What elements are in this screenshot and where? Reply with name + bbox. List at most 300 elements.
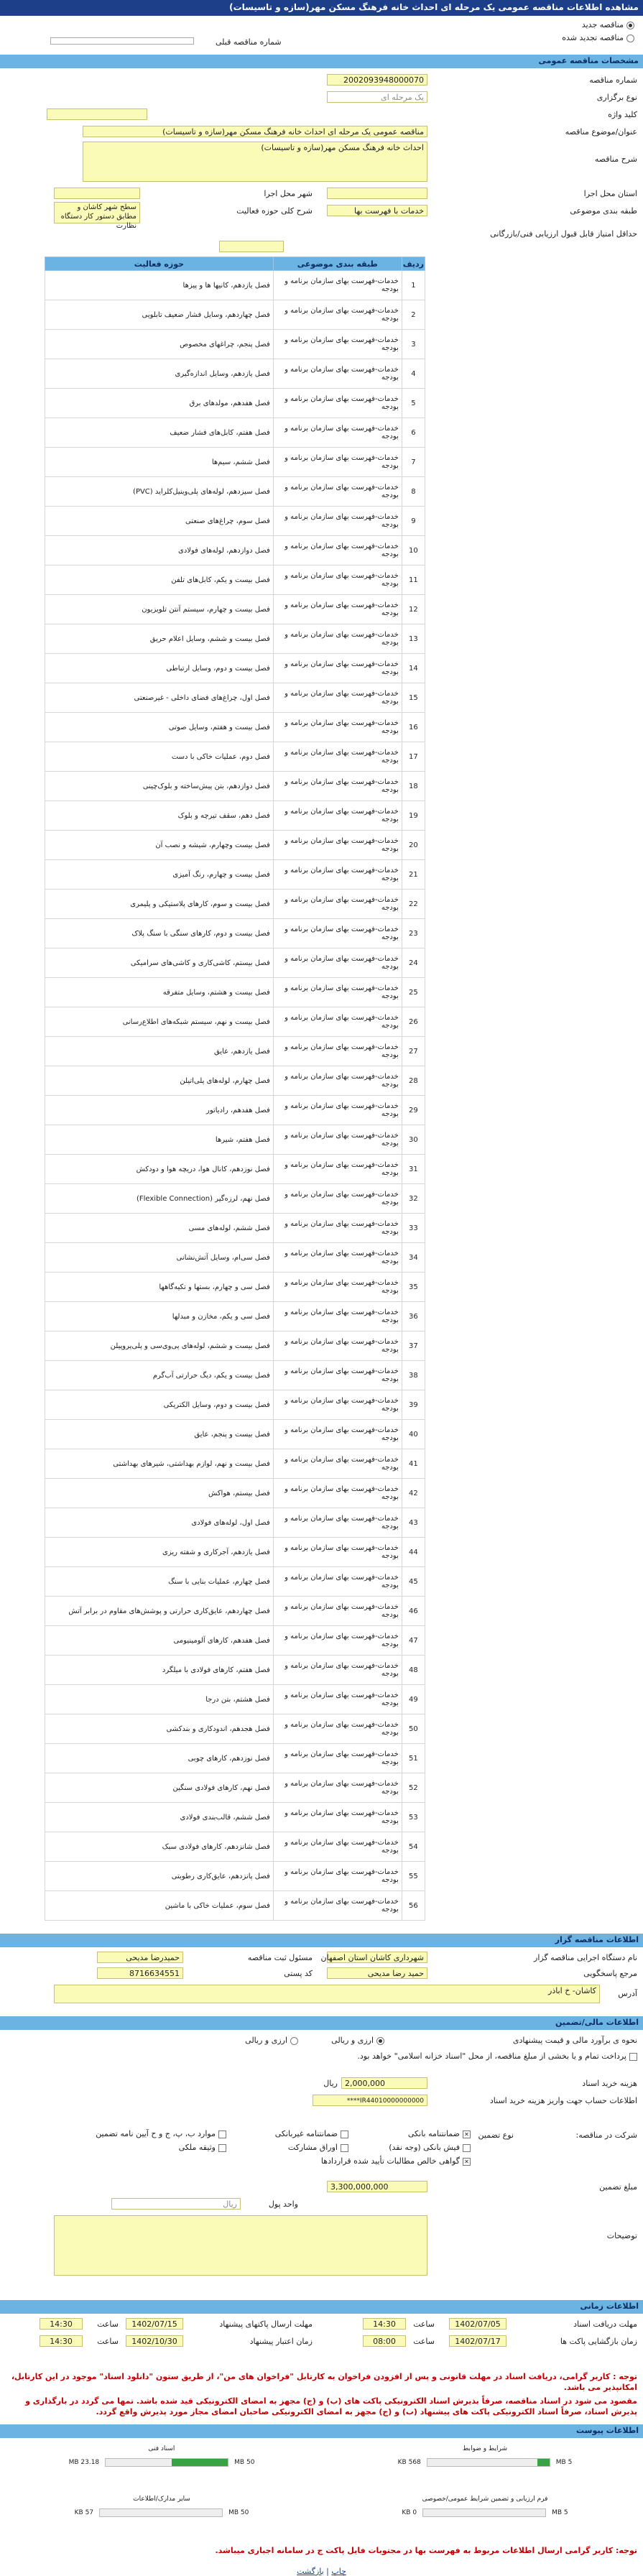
renewed-tender-label: مناقصه تجدید شده xyxy=(562,33,624,42)
row-category: خدمات-فهرست بهای سازمان برنامه و بودجه xyxy=(273,948,402,978)
row-category: خدمات-فهرست بهای سازمان برنامه و بودجه xyxy=(273,1832,402,1862)
attachment-max-size: 50 MB xyxy=(228,2509,249,2516)
attachment-max-size: 50 MB xyxy=(234,2459,255,2466)
activity-row xyxy=(45,536,425,565)
notice-block xyxy=(0,2371,643,2417)
guarantee-checkbox[interactable] xyxy=(218,2130,226,2138)
doc-receive-label: مهلت دریافت اسناد xyxy=(573,2319,637,2329)
pay-opt2-radio[interactable] xyxy=(290,2037,298,2045)
row-number: 47 xyxy=(402,1626,425,1656)
row-category: خدمات-فهرست بهای سازمان برنامه و بودجه xyxy=(273,772,402,801)
activity-row xyxy=(45,1214,425,1243)
row-category: خدمات-فهرست بهای سازمان برنامه و بودجه xyxy=(273,1862,402,1891)
row-number: 26 xyxy=(402,1007,425,1037)
row-activity: فصل یازدهم، وسایل اندازه‌گیری xyxy=(45,359,274,389)
row-number: 49 xyxy=(402,1685,425,1714)
row-activity: فصل بیست و چهارم، سیستم آنتن تلویزیون xyxy=(45,595,274,624)
renewed-tender-radio[interactable] xyxy=(626,34,634,42)
activity-row xyxy=(45,595,425,624)
attachment-title: شرایط و ضوابط xyxy=(463,2445,507,2452)
row-category: خدمات-فهرست بهای سازمان برنامه و بودجه xyxy=(273,1773,402,1803)
row-category: خدمات-فهرست بهای سازمان برنامه و بودجه xyxy=(273,448,402,477)
row-category: خدمات-فهرست بهای سازمان برنامه و بودجه xyxy=(273,1243,402,1273)
guarantee-types-label: نوع تضمین xyxy=(478,2130,514,2140)
row-category: خدمات-فهرست بهای سازمان برنامه و بودجه xyxy=(273,359,402,389)
city-label: شهر محل اجرا xyxy=(264,189,313,198)
row-activity: فصل بیست و چهارم، رنگ آمیزی xyxy=(45,860,274,890)
row-activity: فصل چهاردهم، وسایل فشار ضعیف تابلویی xyxy=(45,300,274,330)
pay-opt1[interactable] xyxy=(331,2036,384,2045)
row-activity: فصل هشتم، بتن درجا xyxy=(45,1685,274,1714)
guarantee-option[interactable] xyxy=(241,2143,348,2152)
row-activity: فصل شانزدهم، کارهای فولادی سبک xyxy=(45,1832,274,1862)
row-number: 28 xyxy=(402,1066,425,1096)
new-tender-label: مناقصه جدید xyxy=(581,20,624,29)
new-tender-radio[interactable] xyxy=(626,22,634,29)
guarantee-checkbox[interactable] xyxy=(341,2144,348,2152)
activity-row xyxy=(45,448,425,477)
attachment-used-size: 57 KB xyxy=(74,2509,94,2516)
activity-row xyxy=(45,624,425,654)
row-activity: فصل بیست و دوم، وسایل ارتباطی xyxy=(45,654,274,683)
activity-row xyxy=(45,1685,425,1714)
meeting-time-label: ساعت xyxy=(97,2337,119,2346)
meeting-time: 14:30 xyxy=(40,2335,83,2347)
activity-row xyxy=(45,1273,425,1302)
row-category: خدمات-فهرست بهای سازمان برنامه و بودجه xyxy=(273,1155,402,1184)
activity-row xyxy=(45,418,425,448)
row-activity: فصل دوم، عملیات خاکی با دست xyxy=(45,742,274,772)
description-field: احداث خانه فرهنگ مسکن مهر(سازه و تاسیسات) xyxy=(83,142,427,182)
category-label: طبقه بندی موضوعی xyxy=(570,206,637,216)
activity-row xyxy=(45,1803,425,1832)
row-number: 42 xyxy=(402,1479,425,1508)
row-activity: فصل هفدهم، کارهای آلومینیومی xyxy=(45,1626,274,1656)
guarantee-label: اوراق مشارکت xyxy=(287,2143,338,2152)
activity-row xyxy=(45,1390,425,1420)
row-category: خدمات-فهرست بهای سازمان برنامه و بودجه xyxy=(273,1037,402,1066)
row-category: خدمات-فهرست بهای سازمان برنامه و بودجه xyxy=(273,389,402,418)
attachment-used-size: 0 KB xyxy=(402,2509,417,2516)
row-number: 22 xyxy=(402,890,425,919)
row-number: 3 xyxy=(402,330,425,359)
page-title: مشاهده اطلاعات مناقصه عمومی یک مرحله ای احداث خانه فرهنگ مسکن مهر(سازه و تاسیسات) xyxy=(0,0,643,16)
row-category: خدمات-فهرست بهای سازمان برنامه و بودجه xyxy=(273,713,402,742)
org-field: شهرداری کاشان استان اصفهان xyxy=(327,1952,427,1963)
activity-row xyxy=(45,1626,425,1656)
row-number: 14 xyxy=(402,654,425,683)
row-activity: فصل سی‌ام، وسایل آتش‌نشانی xyxy=(45,1243,274,1273)
row-activity: فصل بیست و نهم، سیستم شبکه‌های اطلاع‌رسانی xyxy=(45,1007,274,1037)
guarantee-option[interactable] xyxy=(321,2156,471,2166)
row-category: خدمات-فهرست بهای سازمان برنامه و بودجه xyxy=(273,1273,402,1302)
activity-row xyxy=(45,713,425,742)
activity-table-header xyxy=(45,257,425,271)
notice-line1: توجه : کاربر گرامی، دریافت اسناد در مهلت قانونی و پس از افزودن فراخوان به کارتابل "فراخوان های من"، از طریق ستون "دانلود اسناد" موجود در این کارتابل، امکانپذیر می باشد. xyxy=(11,2372,637,2392)
guarantee-option[interactable] xyxy=(363,2143,471,2152)
row-activity: فصل نوزدهم، کارهای چوبی xyxy=(45,1744,274,1773)
row-category: خدمات-فهرست بهای سازمان برنامه و بودجه xyxy=(273,271,402,300)
attachment-box xyxy=(18,2445,305,2467)
province-label: استان محل اجرا xyxy=(583,189,637,198)
row-category: خدمات-فهرست بهای سازمان برنامه و بودجه xyxy=(273,1390,402,1420)
open-time: 08:00 xyxy=(363,2335,406,2347)
row-category: خدمات-فهرست بهای سازمان برنامه و بودجه xyxy=(273,654,402,683)
bid-send-time-label: ساعت xyxy=(97,2319,119,2329)
activity-row xyxy=(45,1862,425,1891)
account-field: IR44010000000000**** xyxy=(313,2095,427,2106)
activity-row xyxy=(45,801,425,831)
row-category: خدمات-فهرست بهای سازمان برنامه و بودجه xyxy=(273,1331,402,1361)
row-category: خدمات-فهرست بهای سازمان برنامه و بودجه xyxy=(273,477,402,507)
activity-row xyxy=(45,1361,425,1390)
row-activity: فصل سوم، چراغ‌های صنعتی xyxy=(45,507,274,536)
print-link[interactable]: چاپ xyxy=(331,2567,346,2576)
row-category: خدمات-فهرست بهای سازمان برنامه و بودجه xyxy=(273,330,402,359)
row-category: خدمات-فهرست بهای سازمان برنامه و بودجه xyxy=(273,1744,402,1773)
activity-row xyxy=(45,1508,425,1538)
activity-row xyxy=(45,300,425,330)
attachment-title: سایر مدارک/اطلاعات xyxy=(133,2496,190,2503)
postal-label: کد پستی xyxy=(284,1969,313,1978)
financial-section-header: اطلاعات مالی/تضمین xyxy=(0,2016,643,2030)
attachment-title: اسناد فنی xyxy=(148,2445,175,2452)
row-activity: فصل هفتم، کابل‌های فشار ضعیف xyxy=(45,418,274,448)
city-field xyxy=(54,188,140,199)
row-number: 39 xyxy=(402,1390,425,1420)
row-category: خدمات-فهرست بهای سازمان برنامه و بودجه xyxy=(273,1096,402,1125)
unit-label: واحد پول xyxy=(268,2199,298,2209)
doc-receive-time: 14:30 xyxy=(363,2318,406,2330)
activity-row xyxy=(45,654,425,683)
attachment-title: فرم ارزیابی و تضمین شرایط عمومی/خصوصی xyxy=(422,2496,548,2503)
row-category: خدمات-فهرست بهای سازمان برنامه و بودجه xyxy=(273,1214,402,1243)
row-activity: فصل دوازدهم، بتن پیش‌ساخته و بلوک‌چینی xyxy=(45,772,274,801)
tender-no-label: شماره مناقصه xyxy=(589,75,637,85)
activity-row xyxy=(45,890,425,919)
row-category: خدمات-فهرست بهای سازمان برنامه و بودجه xyxy=(273,1184,402,1214)
fee-note-text: پرداخت تمام و یا بخشی از مبلغ مناقصه، از محل "اسناد خزانه اسلامی" خواهد بود. xyxy=(357,2051,626,2061)
activity-row xyxy=(45,507,425,536)
open-time-label: ساعت xyxy=(413,2337,435,2346)
activity-row xyxy=(45,1891,425,1921)
guarantee-option[interactable] xyxy=(96,2129,226,2138)
notice-line2: مقصود می شود در اسناد مناقصه، صرفاً بذیرش اسناد الکترونیکی پاکت های (ب) و (ج) مجهز به امضای الکترونیکی قید شده باشد. تمها می گردد در بارگذاری و پذیرش اسناد، صرفاً اسناد الکترونیکی پاکت های پیشنهاد (ب) و (ج) مجهز به امضای الکترونیکی صاحبان امضای مجاز مورد پذیرش واقع گردد. xyxy=(25,2396,637,2416)
meeting-label: زمان اعتبار پیشنهاد xyxy=(249,2337,313,2346)
row-category: خدمات-فهرست بهای سازمان برنامه و بودجه xyxy=(273,919,402,948)
guarantee-option[interactable] xyxy=(363,2129,471,2138)
scope-field: سطح شهر کاشان و مطابق دستور کار دستگاه نظارت xyxy=(54,202,140,223)
bid-send-label: مهلت ارسال پاکتهای پیشنهاد xyxy=(219,2319,313,2329)
row-number: 41 xyxy=(402,1449,425,1479)
activity-row xyxy=(45,1479,425,1508)
amount-label: مبلغ تضمین xyxy=(599,2182,637,2192)
row-category: خدمات-فهرست بهای سازمان برنامه و بودجه xyxy=(273,890,402,919)
activity-row xyxy=(45,948,425,978)
category-field: خدمات با فهرست بها xyxy=(327,205,427,216)
unit-field: ریال xyxy=(111,2198,241,2210)
row-number: 54 xyxy=(402,1832,425,1862)
address-label: آدرس xyxy=(618,1989,637,1998)
row-number: 10 xyxy=(402,536,425,565)
description-label: شرح مناقصه xyxy=(594,154,637,164)
attachment-max-size: 5 MB xyxy=(555,2459,573,2466)
renewed-tender-option[interactable] xyxy=(562,33,634,42)
row-category: خدمات-فهرست بهای سازمان برنامه و بودجه xyxy=(273,1803,402,1832)
row-category: خدمات-فهرست بهای سازمان برنامه و بودجه xyxy=(273,1420,402,1449)
attachment-max-size: 5 MB xyxy=(552,2509,568,2516)
row-number: 38 xyxy=(402,1361,425,1390)
row-category: خدمات-فهرست بهای سازمان برنامه و بودجه xyxy=(273,742,402,772)
activity-row xyxy=(45,1567,425,1597)
row-number: 16 xyxy=(402,713,425,742)
row-activity: فصل سی و یکم، مخازن و مبدلها xyxy=(45,1302,274,1331)
row-number: 6 xyxy=(402,418,425,448)
attachment-progress xyxy=(427,2458,550,2467)
attachment-box xyxy=(341,2445,629,2467)
row-category: خدمات-فهرست بهای سازمان برنامه و بودجه xyxy=(273,1891,402,1921)
row-activity: فصل ششم، سیم‌ها xyxy=(45,448,274,477)
org-label: نام دستگاه اجرایی مناقصه گزار xyxy=(534,1953,637,1962)
open-date: 1402/07/17 xyxy=(449,2335,506,2347)
activity-row xyxy=(45,330,425,359)
guarantee-label: گواهی خالص مطالبات تأیید شده قراردادها xyxy=(320,2156,460,2166)
row-activity: فصل دوازدهم، لوله‌های فولادی xyxy=(45,536,274,565)
guarantee-checkbox[interactable] xyxy=(341,2130,348,2138)
row-category: خدمات-فهرست بهای سازمان برنامه و بودجه xyxy=(273,1597,402,1626)
tender-no-field: 2002093948000070 xyxy=(327,74,427,86)
activity-row xyxy=(45,742,425,772)
row-number: 53 xyxy=(402,1803,425,1832)
province-field xyxy=(327,188,427,199)
activity-row xyxy=(45,1125,425,1155)
row-activity: فصل بیستم، هواکش xyxy=(45,1479,274,1508)
amount-field: 3,300,000,000 xyxy=(327,2181,427,2192)
row-activity: فصل بیست و دوم، کارهای سنگی با سنگ پلاک xyxy=(45,919,274,948)
attachments-grid xyxy=(0,2438,643,2546)
guarantee-label: فیش بانکی (وجه نقد) xyxy=(389,2143,460,2152)
pay-opt2[interactable] xyxy=(245,2036,298,2045)
activity-row xyxy=(45,1184,425,1214)
row-number: 33 xyxy=(402,1214,425,1243)
guarantee-options xyxy=(11,2129,471,2166)
activity-row xyxy=(45,772,425,801)
row-number: 48 xyxy=(402,1656,425,1685)
row-category: خدمات-فهرست بهای سازمان برنامه و بودجه xyxy=(273,1449,402,1479)
row-category: خدمات-فهرست بهای سازمان برنامه و بودجه xyxy=(273,1508,402,1538)
guarantee-option[interactable] xyxy=(119,2143,226,2152)
row-number: 32 xyxy=(402,1184,425,1214)
row-activity: فصل نهم، لرزه‌گیر (Flexible Connection) xyxy=(45,1184,274,1214)
row-activity: فصل بیست و ششم، لوله‌های پی‌وی‌سی و پلی‌پروپیلن xyxy=(45,1331,274,1361)
activity-row xyxy=(45,919,425,948)
activity-row xyxy=(45,1538,425,1567)
activity-row xyxy=(45,1302,425,1331)
row-category: خدمات-فهرست بهای سازمان برنامه و بودجه xyxy=(273,1066,402,1096)
row-number: 21 xyxy=(402,860,425,890)
activity-row xyxy=(45,1656,425,1685)
row-number: 35 xyxy=(402,1273,425,1302)
row-activity: فصل اول، چراغ‌های فضای داخلی - غیرصنعتی xyxy=(45,683,274,713)
row-category: خدمات-فهرست بهای سازمان برنامه و بودجه xyxy=(273,595,402,624)
guarantee-checkbox[interactable] xyxy=(463,2144,471,2152)
previous-tender-no-label: شماره مناقصه قبلی xyxy=(216,37,282,47)
row-number: 52 xyxy=(402,1773,425,1803)
open-label: زمان بازگشایی پاکت ها xyxy=(560,2337,637,2346)
row-activity: فصل بیستم، کاشی‌کاری و کاشی‌های سرامیکی xyxy=(45,948,274,978)
previous-tender-no-input[interactable] xyxy=(50,37,194,45)
notes-label: توضیحات xyxy=(606,2231,637,2240)
row-number: 11 xyxy=(402,565,425,595)
row-number: 46 xyxy=(402,1597,425,1626)
guarantee-checkbox[interactable]: ✕ xyxy=(463,2130,471,2138)
row-category: خدمات-فهرست بهای سازمان برنامه و بودجه xyxy=(273,1007,402,1037)
row-category: خدمات-فهرست بهای سازمان برنامه و بودجه xyxy=(273,1626,402,1656)
attachment-progress-fill xyxy=(537,2459,550,2466)
fee-note-checkbox[interactable] xyxy=(629,2053,637,2061)
keyword-label: کلید واژه xyxy=(608,110,637,119)
activity-row xyxy=(45,1037,425,1066)
row-number: 8 xyxy=(402,477,425,507)
fee-note xyxy=(328,2051,637,2061)
row-number: 36 xyxy=(402,1302,425,1331)
doc-cost-unit: ریال xyxy=(323,2079,338,2088)
row-number: 18 xyxy=(402,772,425,801)
new-tender-option[interactable] xyxy=(582,20,634,29)
row-activity: فصل بیست و هشتم، وسایل متفرقه xyxy=(45,978,274,1007)
row-activity: فصل بیست و یکم، کابل‌های تلفن xyxy=(45,565,274,595)
row-category: خدمات-فهرست بهای سازمان برنامه و بودجه xyxy=(273,860,402,890)
row-number: 13 xyxy=(402,624,425,654)
row-activity: فصل چهاردهم، عایق‌کاری حرارتی و پوشش‌های مقاوم در برابر آتش xyxy=(45,1597,274,1626)
row-activity: فصل هفتم، کارهای فولادی با میلگرد xyxy=(45,1656,274,1685)
activity-row xyxy=(45,978,425,1007)
attachment-used-size: 23.18 MB xyxy=(68,2459,100,2466)
guarantee-label: ضمانتنامه غیربانکی xyxy=(274,2129,338,2138)
row-number: 15 xyxy=(402,683,425,713)
ref-label: مرجع پاسخگویی xyxy=(583,1969,637,1978)
activity-row xyxy=(45,359,425,389)
row-number: 5 xyxy=(402,389,425,418)
subject-field: مناقصه عمومی یک مرحله ای احداث خانه فرهنگ مسکن مهر(سازه و تاسیسات) xyxy=(83,126,427,137)
row-number: 29 xyxy=(402,1096,425,1125)
meeting-date: 1402/10/30 xyxy=(126,2335,183,2347)
doc-receive-date: 1402/07/05 xyxy=(449,2318,506,2330)
activity-row xyxy=(45,477,425,507)
activity-row xyxy=(45,831,425,860)
row-number: 30 xyxy=(402,1125,425,1155)
row-activity: فصل بیست و ششم، وسایل اعلام حریق xyxy=(45,624,274,654)
row-number: 24 xyxy=(402,948,425,978)
row-activity: فصل یازدهم، آجرکاری و شفته ریزی xyxy=(45,1538,274,1567)
row-number: 55 xyxy=(402,1862,425,1891)
row-category: خدمات-فهرست بهای سازمان برنامه و بودجه xyxy=(273,1538,402,1567)
bid-send-date: 1402/07/15 xyxy=(126,2318,183,2330)
col-category: طبقه بندی موضوعی xyxy=(273,257,402,271)
activity-row xyxy=(45,1155,425,1184)
activity-row xyxy=(45,389,425,418)
holding-type-field: یک مرحله ای xyxy=(327,91,427,103)
row-number: 34 xyxy=(402,1243,425,1273)
row-category: خدمات-فهرست بهای سازمان برنامه و بودجه xyxy=(273,831,402,860)
activity-row xyxy=(45,1066,425,1096)
row-activity: فصل بیست و یکم، دیگ حرارتی آب‌گرم xyxy=(45,1361,274,1390)
address-field: کاشان- خ اباذر xyxy=(54,1985,600,2003)
row-number: 51 xyxy=(402,1744,425,1773)
schedule-section-header: اطلاعات زمانی xyxy=(0,2300,643,2314)
pay-type-label: نحوه ی برآورد مالی و قیمت پیشنهادی xyxy=(512,2036,637,2045)
subject-label: عنوان/موضوع مناقصه xyxy=(565,127,637,137)
guarantee-checkbox[interactable]: ✕ xyxy=(463,2158,471,2166)
min-score-field xyxy=(219,241,284,252)
row-number: 7 xyxy=(402,448,425,477)
activity-row xyxy=(45,1243,425,1273)
activity-row xyxy=(45,271,425,300)
specs-section-header: مشخصات مناقصه عمومی xyxy=(0,55,643,68)
account-label: اطلاعات حساب جهت واریز هزینه خرید اسناد xyxy=(489,2096,637,2105)
row-number: 31 xyxy=(402,1155,425,1184)
row-category: خدمات-فهرست بهای سازمان برنامه و بودجه xyxy=(273,1361,402,1390)
organizer-section-header: اطلاعات مناقصه گزار xyxy=(0,1934,643,1947)
link-separator: | xyxy=(323,2567,329,2576)
guarantee-option[interactable] xyxy=(241,2129,348,2138)
schedule-grid xyxy=(0,2314,643,2371)
back-link[interactable]: بازگشت xyxy=(297,2567,324,2576)
doc-receive-time-label: ساعت xyxy=(413,2319,435,2329)
row-number: 12 xyxy=(402,595,425,624)
row-activity: فصل سوم، عملیات خاکی با ماشین xyxy=(45,1891,274,1921)
attachments-footer-note: توجه: کاربر گرامی ارسال اطلاعات مربوط به فهرست بها در مجتوبات فایل پاکت ج در سامانه اجباری میباشد. xyxy=(215,2546,637,2555)
row-number: 50 xyxy=(402,1714,425,1744)
attachments-section-header: اطلاعات پیوست xyxy=(0,2424,643,2438)
attachment-progress xyxy=(99,2508,223,2517)
activity-row xyxy=(45,1744,425,1773)
row-activity: فصل چهارم، عملیات بنایی با سنگ xyxy=(45,1567,274,1597)
row-category: خدمات-فهرست بهای سازمان برنامه و بودجه xyxy=(273,507,402,536)
col-activity: حوزه فعالیت xyxy=(45,257,274,271)
row-activity: فصل نهم، کارهای فولادی سنگین xyxy=(45,1773,274,1803)
row-activity: فصل دهم، سقف تیرچه و بلوک xyxy=(45,801,274,831)
activity-table xyxy=(45,257,425,1921)
activity-row xyxy=(45,1597,425,1626)
row-number: 9 xyxy=(402,507,425,536)
row-activity: فصل بیست و هفتم، وسایل صوتی xyxy=(45,713,274,742)
row-number: 44 xyxy=(402,1538,425,1567)
row-activity: فصل اول، لوله‌های فولادی xyxy=(45,1508,274,1538)
activity-row xyxy=(45,1420,425,1449)
row-category: خدمات-فهرست بهای سازمان برنامه و بودجه xyxy=(273,1125,402,1155)
row-category: خدمات-فهرست بهای سازمان برنامه و بودجه xyxy=(273,1714,402,1744)
guarantee-checkbox[interactable] xyxy=(218,2144,226,2152)
row-activity: فصل بیست و سوم، کارهای پلاستیکی و پلیمری xyxy=(45,890,274,919)
row-category: خدمات-فهرست بهای سازمان برنامه و بودجه xyxy=(273,624,402,654)
row-category: خدمات-فهرست بهای سازمان برنامه و بودجه xyxy=(273,1479,402,1508)
notes-field xyxy=(54,2215,427,2276)
pay-opt1-radio[interactable] xyxy=(376,2037,384,2045)
manager-label: مسئول ثبت مناقصه xyxy=(247,1953,313,1962)
row-category: خدمات-فهرست بهای سازمان برنامه و بودجه xyxy=(273,683,402,713)
row-category: خدمات-فهرست بهای سازمان برنامه و بودجه xyxy=(273,801,402,831)
row-number: 25 xyxy=(402,978,425,1007)
attachment-box xyxy=(18,2496,305,2517)
keyword-field xyxy=(47,109,147,120)
row-activity: فصل پانزدهم، عایق‌کاری رطوبتی xyxy=(45,1862,274,1891)
row-number: 2 xyxy=(402,300,425,330)
col-row-number: ردیف xyxy=(402,257,425,271)
doc-cost-label: هزینه خرید اسناد xyxy=(582,2079,637,2088)
row-activity: فصل ششم، لوله‌های مسی xyxy=(45,1214,274,1243)
row-number: 17 xyxy=(402,742,425,772)
